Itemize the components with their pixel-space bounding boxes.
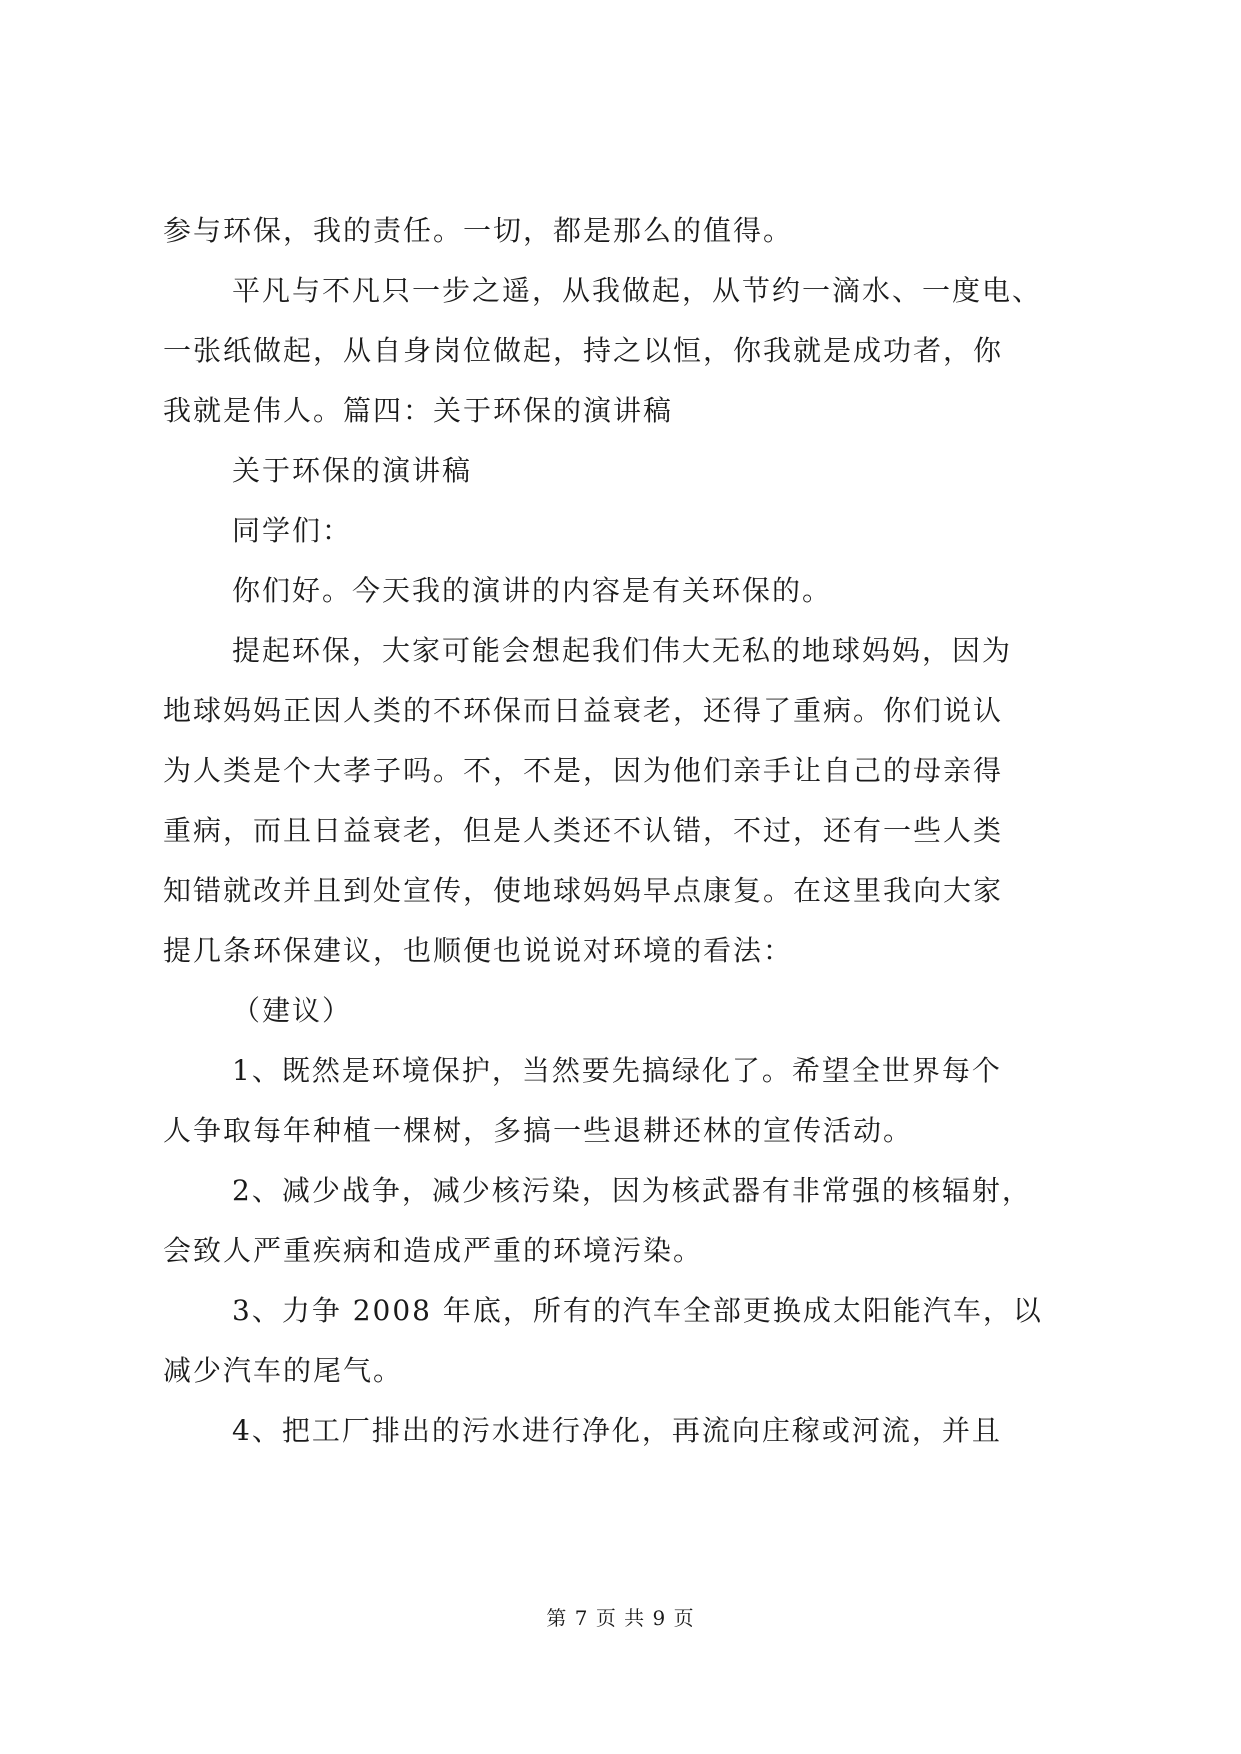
text-line: 会致人严重疾病和造成严重的环境污染。 <box>163 1234 704 1267</box>
text-line: 地球妈妈正因人类的不环保而日益衰老，还得了重病。你们说认 <box>163 694 1004 727</box>
text-line: 减少汽车的尾气。 <box>163 1354 404 1387</box>
text-line: 知错就改并且到处宣传，使地球妈妈早点康复。在这里我向大家 <box>163 874 1004 907</box>
text-line: 平凡与不凡只一步之遥，从我做起，从节约一滴水、一度电、 <box>232 274 1043 307</box>
salutation: 同学们： <box>232 514 353 547</box>
text-line: 为人类是个大孝子吗。不，不是，因为他们亲手让自己的母亲得 <box>163 754 1004 787</box>
section-label: （建议） <box>232 994 353 1027</box>
text-line: 人争取每年种植一棵树，多搞一些退耕还林的宣传活动。 <box>163 1114 914 1147</box>
list-item: 1、既然是环境保护，当然要先搞绿化了。希望全世界每个 <box>232 1054 1002 1087</box>
text-line: 重病，而且日益衰老，但是人类还不认错，不过，还有一些人类 <box>163 814 1004 847</box>
list-item: 4、把工厂排出的污水进行净化，再流向庄稼或河流，并且 <box>232 1414 1002 1447</box>
text-line: 提几条环保建议，也顺便也说说对环境的看法： <box>163 934 794 967</box>
text-line: 参与环保，我的责任。一切，都是那么的值得。 <box>163 214 794 247</box>
text-line: 提起环保，大家可能会想起我们伟大无私的地球妈妈，因为 <box>232 634 1013 667</box>
text-line: 我就是伟人。篇四：关于环保的演讲稿 <box>163 394 674 427</box>
text-line: 你们好。今天我的演讲的内容是有关环保的。 <box>232 574 833 607</box>
list-item: 2、减少战争，减少核污染，因为核武器有非常强的核辐射， <box>232 1174 1032 1207</box>
page-number-footer: 第 7 页 共 9 页 <box>546 1606 695 1630</box>
text-line: 一张纸做起，从自身岗位做起，持之以恒，你我就是成功者，你 <box>163 334 1004 367</box>
speech-title: 关于环保的演讲稿 <box>232 454 473 487</box>
list-item: 3、力争 2008 年底，所有的汽车全部更换成太阳能汽车，以 <box>232 1294 1043 1327</box>
